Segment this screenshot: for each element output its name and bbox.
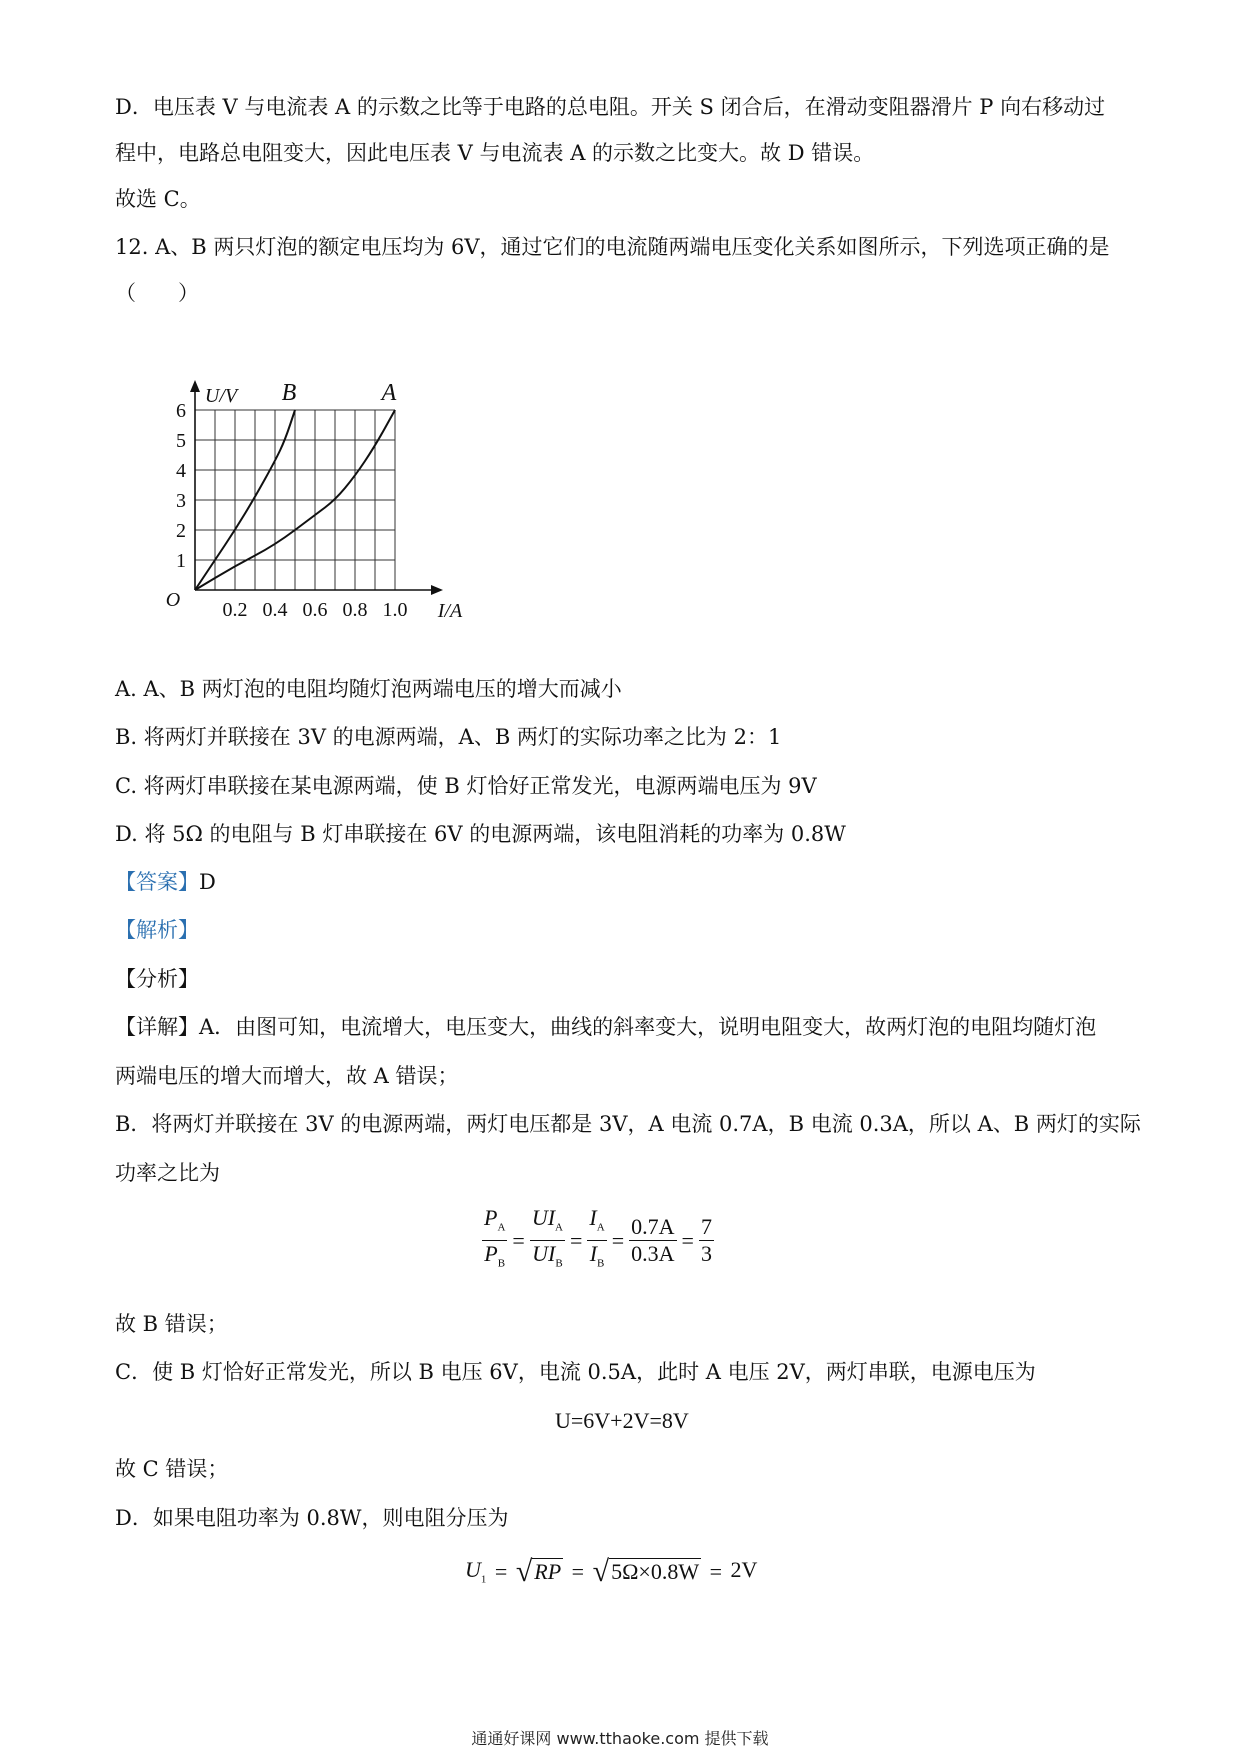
x-tick-label: 0.2 bbox=[222, 599, 248, 621]
prev-d-line2: 程中，电路总电阻变大，因此电压表 V 与电流表 A 的示数之比变大。故 D 错误。 bbox=[115, 141, 875, 165]
question-stem-line2: （ ） bbox=[115, 281, 199, 305]
formula-power-ratio: $\frac{P_A}{P_B}$ = $\frac{UI_A}{UI_B}$ = $\frac{I_A}{I_B}$ = $\frac{0.7A}{0.3A}$ = $\frac{7}{3}$ bbox=[480, 1205, 716, 1277]
detail-b-line1: B．将两灯并联接在 3V 的电源两端，两灯电压都是 3V，A 电流 0.7A，B 电流 0.3A，所以 A、B 两灯的实际 bbox=[115, 1112, 1141, 1136]
footer-source: 通通好课网 www.tthaoke.com 提供下载 bbox=[471, 1729, 769, 1748]
y-tick-label: 3 bbox=[176, 490, 186, 512]
series-label-B: B bbox=[281, 380, 297, 406]
y-axis-label: U/V bbox=[204, 385, 238, 407]
frac-values: $\frac{0.7A}{0.3A}$ bbox=[631, 1214, 675, 1267]
frac-ui: $\frac{UI_A}{UI_B}$ bbox=[531, 1205, 563, 1270]
detail-b-conclusion: 故 B 错误； bbox=[115, 1312, 228, 1336]
analysis-tag: 【解析】 bbox=[115, 918, 199, 942]
prev-choose: 故选 C。 bbox=[115, 187, 201, 211]
frac-pa-pb: $\frac{P_A}{P_B}$ bbox=[484, 1205, 506, 1270]
x-tick-label: 0.6 bbox=[302, 599, 328, 621]
option-a: A. A、B 两灯泡的电阻均随灯泡两端电压的增大而减小 bbox=[115, 677, 622, 701]
frac-result: $\frac{7}{3}$ bbox=[700, 1214, 712, 1267]
sqrt-values: √5Ω×0.8W bbox=[592, 1555, 700, 1588]
detail-c-line1: C．使 B 灯恰好正常发光，所以 B 电压 6V，电流 0.5A，此时 A 电压 2V，两灯串联，电源电压为 bbox=[115, 1360, 1036, 1384]
y-tick-label: 6 bbox=[176, 400, 186, 422]
option-d: D. 将 5Ω 的电阻与 B 灯串联接在 6V 的电源两端，该电阻消耗的功率为 0.8W bbox=[115, 822, 846, 846]
question-stem-line1: 12. A、B 两只灯泡的额定电压均为 6V，通过它们的电流随两端电压变化关系如图所示，下列选项正确的是 bbox=[115, 235, 1110, 259]
x-tick-label: 1.0 bbox=[382, 599, 408, 621]
sqrt-rp: √RP bbox=[515, 1555, 562, 1588]
answer-row bbox=[115, 868, 216, 896]
formula-source-voltage: U=6V+2V=8V bbox=[555, 1408, 689, 1433]
y-tick-label: 2 bbox=[176, 520, 186, 542]
fenxi-tag: 【分析】 bbox=[115, 967, 199, 991]
formula-resistor-voltage: $U_1 = √RP = √5\Omega\times 0.8W = 2V$ bbox=[465, 1555, 758, 1588]
option-b: B. 将两灯并联接在 3V 的电源两端，A、B 两灯的实际功率之比为 2：1 bbox=[115, 725, 782, 749]
answer-value: D bbox=[199, 870, 216, 894]
detail-a-line2: 两端电压的增大而增大，故 A 错误； bbox=[115, 1064, 459, 1088]
detail-d-line1: D．如果电阻功率为 0.8W，则电阻分压为 bbox=[115, 1506, 509, 1530]
u-i-chart bbox=[155, 380, 515, 640]
chart-svg bbox=[155, 380, 515, 640]
y-tick-label: 5 bbox=[176, 430, 186, 452]
origin-label: O bbox=[165, 589, 181, 611]
x-axis-label: I/A bbox=[437, 600, 463, 622]
detail-a-line1: 【详解】A．由图可知，电流增大，电压变大，曲线的斜率变大，说明电阻变大，故两灯泡的电阻均随灯泡 bbox=[115, 1015, 1097, 1039]
option-c: C. 将两灯串联接在某电源两端，使 B 灯恰好正常发光，电源两端电压为 9V bbox=[115, 774, 817, 798]
frac-i: $\frac{I_A}{I_B}$ bbox=[589, 1205, 605, 1270]
answer-tag: 【答案】 bbox=[115, 870, 199, 894]
series-label-A: A bbox=[381, 380, 397, 406]
prev-d-line1: D．电压表 V 与电流表 A 的示数之比等于电路的总电阻。开关 S 闭合后，在滑动变阻器滑片 P 向右移动过 bbox=[115, 95, 1106, 119]
y-tick-label: 1 bbox=[176, 550, 186, 572]
y-axis-arrow bbox=[190, 380, 200, 392]
detail-b-line2: 功率之比为 bbox=[115, 1161, 220, 1185]
x-tick-label: 0.4 bbox=[262, 599, 288, 621]
detail-c-conclusion: 故 C 错误； bbox=[115, 1457, 229, 1481]
y-tick-label: 4 bbox=[176, 460, 186, 482]
x-axis-arrow bbox=[431, 585, 443, 595]
x-tick-label: 0.8 bbox=[342, 599, 368, 621]
